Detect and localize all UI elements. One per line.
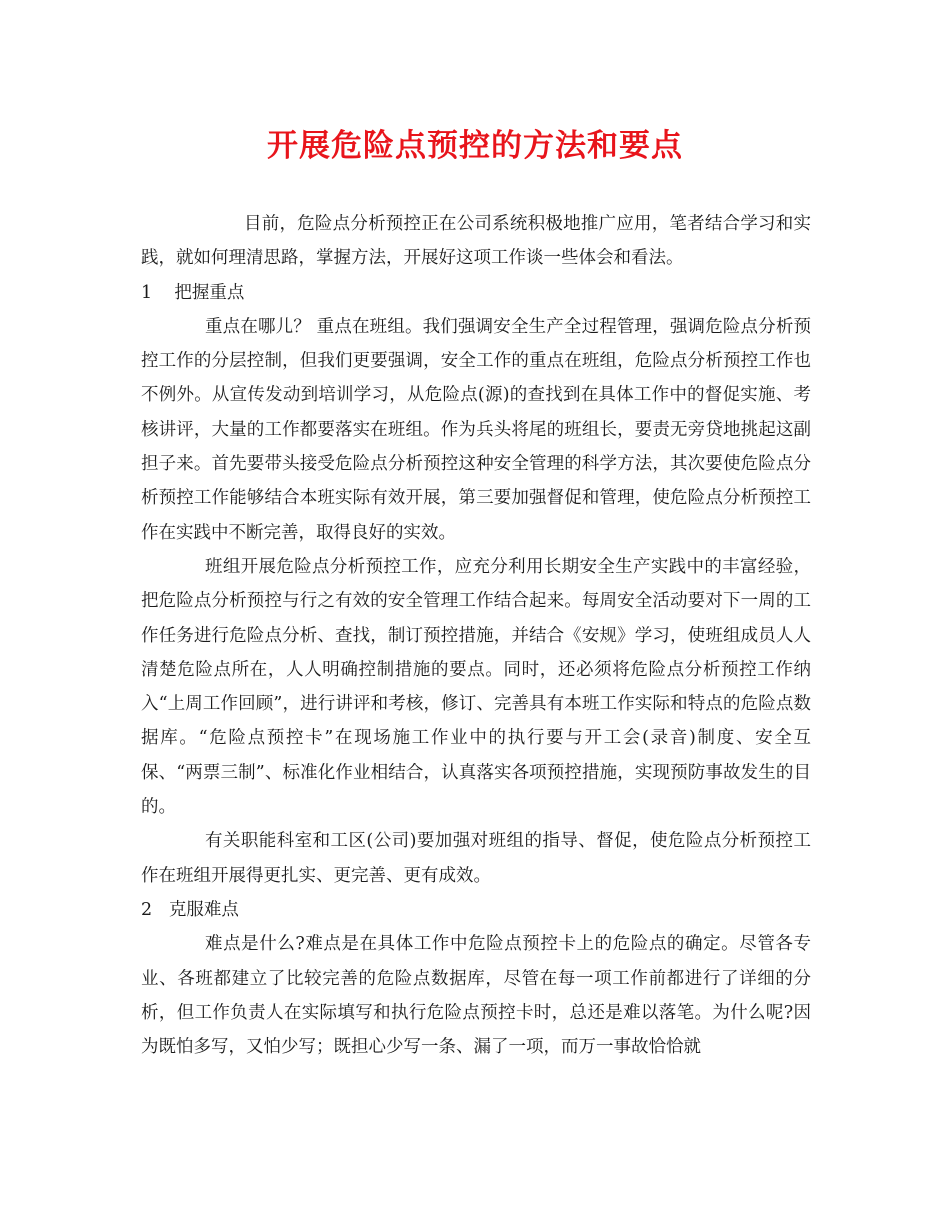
section-2-paragraph-1: 难点是什么?难点是在具体工作中危险点预控卡上的危险点的确定。尽管各专业、各班都建立了比较完善的危险点数据库，尽管在每一项工作前都进行了详细的分析，但工作负责人在实际填写和执行危险点预控卡时，总还是难以落笔。为什么呢?因为既怕多写，又怕少写；既担心少写一条、漏了一项，而万一事故恰恰就 — [141, 934, 811, 1058]
document-title: 开展危险点预控的方法和要点 — [267, 128, 683, 164]
section-1-paragraph-1: 重点在哪儿？ 重点在班组。我们强调安全生产全过程管理，强调危险点分析预控工作的分层控制，但我们更要强调，安全工作的重点在班组，危险点分析预控工作也不例外。从宣传发动到培训学习，从危险点(源)的查找到在具体工作中的督促实施、考核讲评，大量的工作都要落实在班组。作为兵头将尾的班组长，要责无旁贷地挑起这副担子来。首先要带头接受危险点分析预控这种安全管理的科学方法，其次要使危险点分析预控工作能够结合本班实际有效开展，第三要加强督促和管理，使危险点分析预控工作在实践中不断完善，取得良好的实效。 — [141, 316, 811, 543]
section-heading-1: 1 把握重点 — [141, 282, 245, 303]
section-heading-2: 2 克服难点 — [141, 899, 239, 920]
document-body — [141, 207, 811, 1064]
section-1-paragraph-3: 有关职能科室和工区(公司)要加强对班组的指导、督促，使危险点分析预控工作在班组开展得更扎实、更完善、更有成效。 — [141, 831, 811, 886]
section-1-paragraph-2: 班组开展危险点分析预控工作，应充分利用长期安全生产实践中的丰富经验，把危险点分析预控与行之有效的安全管理工作结合起来。每周安全活动要对下一周的工作任务进行危险点分析、查找，制订预控措施，并结合《安规》学习，使班组成员人人清楚危险点所在，人人明确控制措施的要点。同时，还必须将危险点分析预控工作纳入“上周工作回顾”，进行讲评和考核，修订、完善具有本班工作实际和特点的危险点数据库。“危险点预控卡”在现场施工作业中的执行要与开工会(录音)制度、安全互保、“两票三制”、标准化作业相结合，认真落实各项预控措施，实现预防事故发生的目的。 — [141, 556, 811, 818]
intro-paragraph: 目前，危险点分析预控正在公司系统积极地推广应用，笔者结合学习和实践，就如何理清思路，掌握方法，开展好这项工作谈一些体会和看法。 — [141, 214, 811, 269]
